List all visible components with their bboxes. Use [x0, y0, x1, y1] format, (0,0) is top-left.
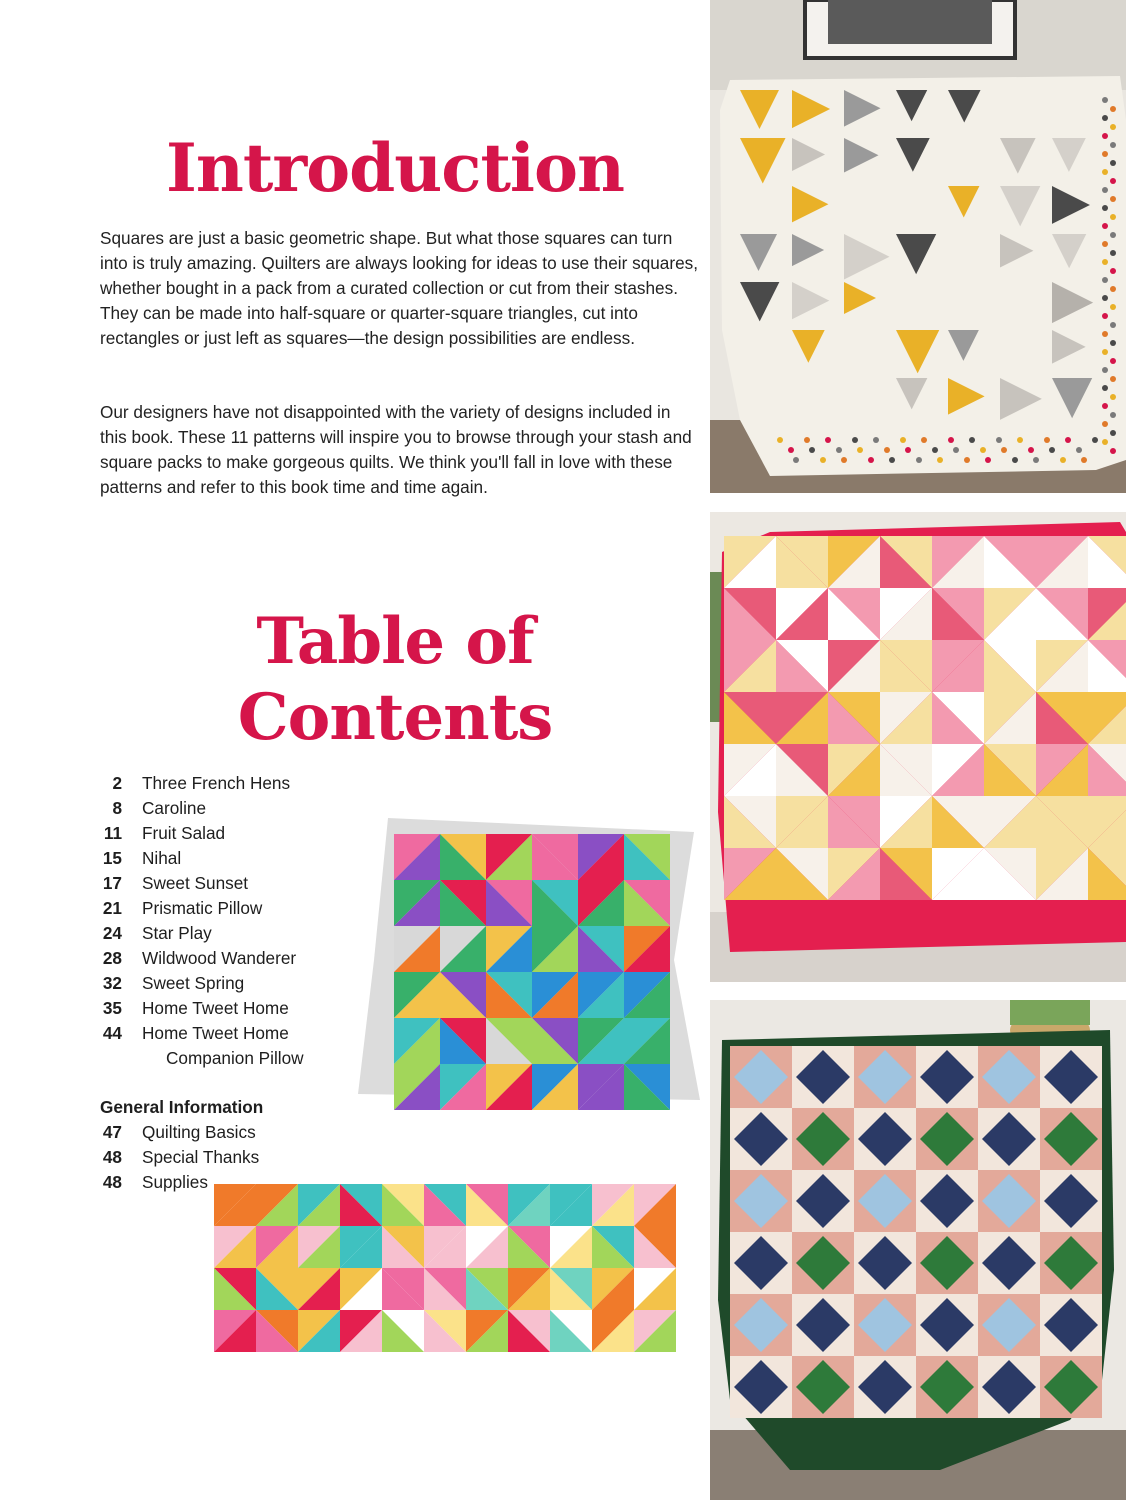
pillow-image [352, 810, 710, 1115]
border-dot [1110, 286, 1116, 292]
toc-entry[interactable] [100, 796, 400, 821]
toc-page-number: 2 [112, 773, 122, 793]
photo-pink-star-quilt [710, 512, 1126, 982]
border-dot [1102, 259, 1108, 265]
border-dot [1110, 250, 1116, 256]
border-dot [1102, 403, 1108, 409]
toc-entry-title: Special Thanks [142, 1147, 260, 1167]
border-dot [809, 447, 815, 453]
toc-page-number: 11 [103, 823, 122, 843]
intro-heading: Introduction [165, 129, 625, 207]
border-dot [1102, 295, 1108, 301]
border-dot [1049, 447, 1055, 453]
toc-page-number: 48 [102, 1147, 122, 1167]
border-dot [1102, 115, 1108, 121]
toc-entry[interactable] [100, 871, 400, 896]
toc-page-number: 24 [102, 923, 122, 943]
border-dot [788, 447, 794, 453]
toc-entry[interactable] [100, 971, 400, 996]
toc-entry[interactable] [100, 921, 400, 946]
border-dot [964, 457, 970, 463]
border-dot [873, 437, 879, 443]
border-dot [1102, 223, 1108, 229]
toc-entry-title: Nihal [142, 848, 182, 868]
toc-entry[interactable] [100, 1145, 400, 1170]
photo-prismatic-pillow [352, 810, 710, 1115]
toc-entry-title: Sweet Sunset [142, 873, 249, 893]
border-dot [1110, 430, 1116, 436]
border-dot [1102, 151, 1108, 157]
border-dot [820, 457, 826, 463]
toc-entry[interactable] [100, 1021, 400, 1046]
toc-page-number: 32 [102, 973, 122, 993]
border-dot [1001, 447, 1007, 453]
toc-entry-title: Star Play [142, 923, 212, 943]
border-dot [1110, 160, 1116, 166]
border-dot [953, 447, 959, 453]
toc-entry[interactable] [100, 896, 400, 921]
toc-page-number: 17 [102, 873, 122, 893]
toc-entry[interactable] [100, 771, 400, 796]
border-dot [1102, 133, 1108, 139]
border-dot [1110, 376, 1116, 382]
border-dot [1110, 106, 1116, 112]
border-dot [1110, 214, 1116, 220]
toc-entry[interactable] [100, 821, 400, 846]
border-dot [1102, 187, 1108, 193]
border-dot [905, 447, 911, 453]
toc-page-number: 35 [102, 998, 122, 1018]
border-dot [948, 437, 954, 443]
border-dot [1110, 304, 1116, 310]
border-dot [1081, 457, 1087, 463]
border-dot [1012, 457, 1018, 463]
border-dot [1102, 277, 1108, 283]
intro-paragraph-2: Our designers have not disappointed with the variety of designs included in this book. These 11 patterns will inspire you to browse through your stash and square packs to make gorgeous quilts. We think you'll fall in love with these patterns and refer to this book time and time again. [100, 402, 692, 497]
photo-triangle-throw-quilt [710, 0, 1126, 493]
border-dot [1065, 437, 1071, 443]
border-dot [1110, 232, 1116, 238]
toc-entry-title: Home Tweet Home [142, 998, 289, 1018]
border-dot [1110, 124, 1116, 130]
toc-page-number: 44 [102, 1023, 122, 1043]
border-dot [969, 437, 975, 443]
toc-entry[interactable] [100, 846, 400, 871]
toc-page-number: 8 [112, 798, 122, 818]
toc-entry[interactable] [100, 996, 400, 1021]
border-dot [1102, 313, 1108, 319]
border-dot [1110, 142, 1116, 148]
border-dot [916, 457, 922, 463]
border-dot [1102, 367, 1108, 373]
border-dot [1092, 437, 1098, 443]
border-dot [1102, 385, 1108, 391]
toc-entry[interactable] [100, 1120, 400, 1145]
border-dot [937, 457, 943, 463]
border-dot [868, 457, 874, 463]
border-dot [996, 437, 1002, 443]
border-dot [1102, 97, 1108, 103]
toc-entry-title: Quilting Basics [142, 1122, 256, 1142]
toc-entry[interactable] [100, 1170, 400, 1195]
border-dot [1102, 241, 1108, 247]
border-dot [1102, 421, 1108, 427]
border-dot [1033, 457, 1039, 463]
toc-entry-continuation[interactable] [100, 1046, 400, 1071]
border-dot [1110, 196, 1116, 202]
border-dot [1110, 448, 1116, 454]
border-dot [777, 437, 783, 443]
intro-paragraph-1: Squares are just a basic geometric shape. But what those squares can turn into is truly amazing. Quilters are always looking for ideas to use their squares, whether bought in a pack from a curated collection or cut from their stashes. They can be made into half-square or quarter-square triangles, cut into rectangles or just left as squares—the design possibilities are endless. [100, 228, 699, 348]
border-dot [804, 437, 810, 443]
toc-heading-line-2: Contents [237, 680, 553, 755]
toc-heading [100, 604, 690, 756]
border-dot [1044, 437, 1050, 443]
border-dot [1060, 457, 1066, 463]
toc-page-number: 15 [102, 848, 122, 868]
border-dot [852, 437, 858, 443]
navy-diamond-quilt-image [710, 1000, 1126, 1500]
border-dot [1017, 437, 1023, 443]
photo-table-runner [212, 1180, 680, 1358]
border-dot [793, 457, 799, 463]
border-dot [900, 437, 906, 443]
border-dot [1102, 169, 1108, 175]
border-dot [985, 457, 991, 463]
toc-heading-line-1: Table of [256, 604, 534, 679]
toc-entry-title: Sweet Spring [142, 973, 245, 993]
toc-entry-title: Home Tweet Home [142, 1023, 289, 1043]
toc-page-number: 21 [102, 898, 122, 918]
toc-list [100, 771, 400, 1071]
border-dot [1110, 358, 1116, 364]
table-runner-image [212, 1180, 680, 1358]
border-dot [884, 447, 890, 453]
toc-entry-title: Three French Hens [142, 773, 291, 793]
border-dot [1102, 331, 1108, 337]
border-dot [889, 457, 895, 463]
border-dot [1110, 322, 1116, 328]
border-dot [1110, 340, 1116, 346]
border-dot [1076, 447, 1082, 453]
toc-page-number: 47 [102, 1122, 122, 1142]
toc-page-number: 48 [102, 1172, 122, 1192]
border-dot [841, 457, 847, 463]
general-information-list [100, 1120, 400, 1195]
border-dot [921, 437, 927, 443]
toc-entry-title: Caroline [142, 798, 207, 818]
border-dot [980, 447, 986, 453]
border-dot [1110, 394, 1116, 400]
border-dot [857, 447, 863, 453]
photo-navy-diamond-quilt [710, 1000, 1126, 1500]
border-dot [1102, 439, 1108, 445]
border-dot [836, 447, 842, 453]
border-dot [1110, 178, 1116, 184]
general-information-heading: General Information [100, 1097, 264, 1117]
border-dot [1102, 205, 1108, 211]
border-dot [1028, 447, 1034, 453]
border-dot [1110, 268, 1116, 274]
toc-entry-title-continuation: Companion Pillow [166, 1048, 304, 1068]
triangle-quilt-image [710, 0, 1126, 493]
pink-star-quilt-image [710, 512, 1126, 982]
border-dot [932, 447, 938, 453]
toc-entry-title: Wildwood Wanderer [142, 948, 297, 968]
border-dot [1110, 412, 1116, 418]
border-dot [1102, 349, 1108, 355]
toc-entry-title: Prismatic Pillow [142, 898, 263, 918]
toc-entry-title: Supplies [142, 1172, 208, 1192]
toc-page-number: 28 [102, 948, 122, 968]
toc-entry-title: Fruit Salad [142, 823, 226, 843]
toc-entry[interactable] [100, 946, 400, 971]
border-dot [825, 437, 831, 443]
